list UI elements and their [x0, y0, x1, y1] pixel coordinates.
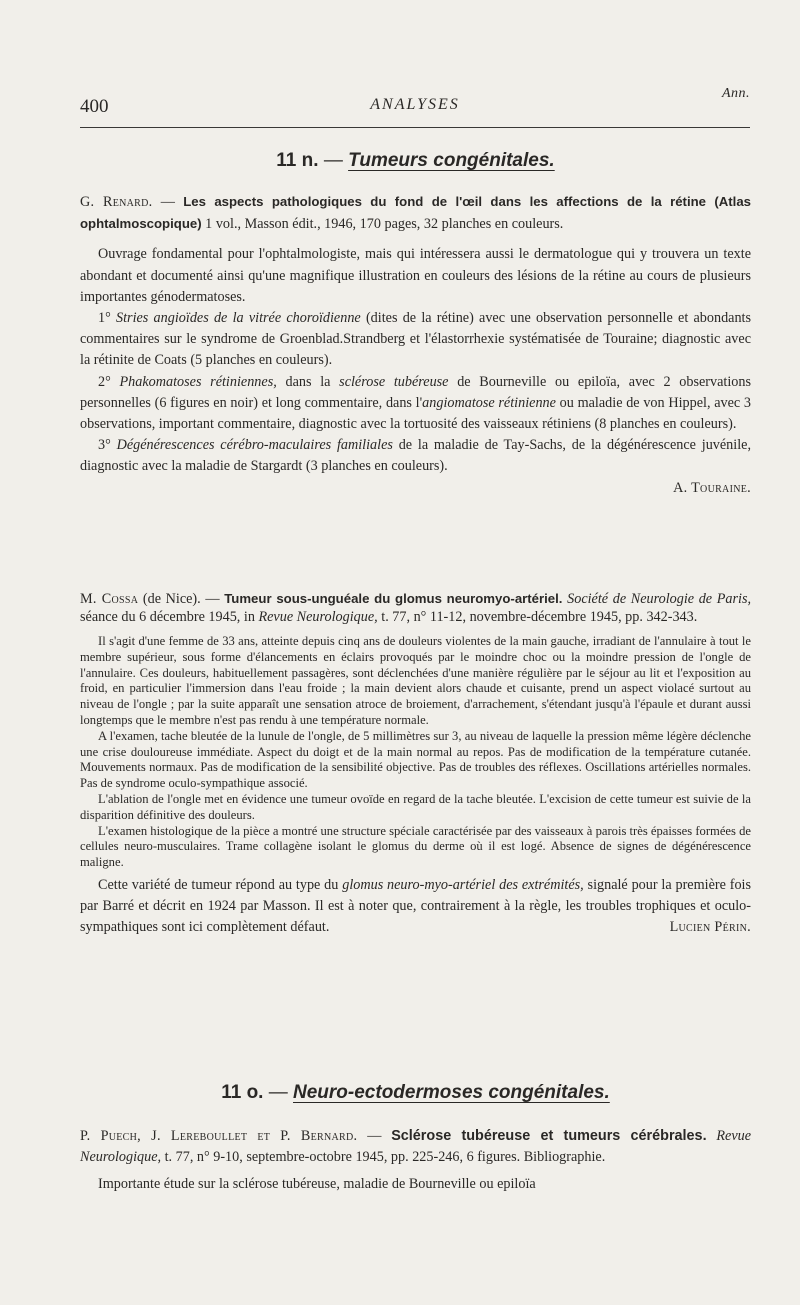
- page-number: 400: [80, 96, 109, 117]
- paragraph: A l'examen, tache bleutée de la lunule de l'ongle, de 5 millimètres sur 3, au niveau de laquelle la pression même légère déclenche une crise douloureuse immédiate. Aspect du doigt et de la main normal au repos. Pas de modification de la température cutanée. Mouvements normaux. Pas de modification de la sensibilité objective. Pas de troubles des réflexes. Oscillations artérielles normales. Pas de syndrome oculo-sympathique associé.: [80, 728, 751, 791]
- entry-citation: G. Renard. — Les aspects pathologiques du fond de l'œil dans les affections de la rétine (Atlas ophtalmoscopique) 1 vol., Masson édit., 1946, 170 pages, 32 planches en couleurs.: [80, 194, 752, 233]
- section-heading-11o: 11 o. — Neuro-ectodermoses congénitales.: [221, 1082, 610, 1103]
- header-rule: [80, 127, 750, 128]
- paragraph: Ouvrage fondamental pour l'ophtalmologiste, mais qui intéressera aussi le dermatologue qui y trouvera un texte abondant et documenté ainsi qu'une magnifique illustration en couleurs des lésions de la rétine au cours de plusieurs importantes génodermatoses.: [80, 246, 751, 305]
- entry-title: Tumeur sous-unguéale du glomus neuromyo-artériel.: [224, 591, 563, 606]
- section-title: Tumeurs congénitales.: [348, 150, 555, 171]
- paragraph: 3° Dégénérescences cérébro-maculaires familiales de la maladie de Tay-Sachs, de la dégénérescence juvénile, diagnostic avec la maladie de Stargardt (3 planches en couleurs).: [80, 437, 752, 475]
- corner-note: Ann.: [721, 86, 750, 101]
- summary: [80, 634, 751, 871]
- running-title: ANALYSES: [370, 96, 460, 113]
- paragraph: L'examen histologique de la pièce a montré une structure spéciale caractérisée par des vaisseaux à parois très épaisses formées de cellules neuro-musculaires. Trame collagène isolant le glomus du derme où il est logé. Absence de signes de dégénérescence maligne.: [80, 823, 751, 870]
- entry-cossa: [80, 590, 751, 939]
- signature: Lucien Périn.: [669, 919, 751, 936]
- entry-author: M. Cossa: [80, 591, 139, 607]
- entry-biblio: t. 77, n° 9-10, septembre-octobre 1945, pp. 225-246, 6 figures. Bibliographie.: [164, 1149, 606, 1166]
- section-title: Neuro-ectodermoses congénitales.: [293, 1082, 610, 1103]
- section-heading-11n: 11 n. — Tumeurs congénitales.: [276, 150, 555, 171]
- section-number: 11 n.: [276, 150, 319, 171]
- entry-renard: [80, 191, 751, 499]
- page-header: [80, 96, 750, 120]
- paragraph: Cette variété de tumeur répond au type du glomus neuro-myo-artériel des extrémités, signalé pour la première fois par Barré et décrit en 1924 par Masson. Il est à noter que, contrairement à la règle, les troubles trophiques et oculo-sympathiques sont ici complètement défaut. Lucien Périn.: [80, 875, 751, 939]
- paragraph: 1° Stries angioïdes de la vitrée choroïdienne (dites de la rétine) avec une observation personnelle et abondants commentaires sur le syndrome de Groenblad.Strandberg et l'élastorrhexie systématisée de Touraine; diagnostic avec la rétinite de Coats (5 planches en couleurs).: [80, 310, 752, 369]
- entry-citation: M. Cossa (de Nice). — Tumeur sous-unguéale du glomus neuromyo-artériel. Société de Neurologie de Paris, séance du 6 décembre 1945, in Revue Neurologique, t. 77, n° 11-12, novembre-décembre 1945, pp. 342-343.: [80, 591, 752, 625]
- paragraph: L'ablation de l'ongle met en évidence une tumeur ovoïde en regard de la tache bleutée. L'excision de cette tumeur est suivie de la disparition définitive des douleurs.: [80, 791, 751, 822]
- entry-citation: P. Puech, J. Lereboullet et P. Bernard. — Sclérose tubéreuse et tumeurs cérébrales. Revue Neurologique, t. 77, n° 9-10, septembre-octobre 1945, pp. 225-246, 6 figures. Bibliographie.: [80, 1128, 752, 1166]
- paragraph: 2° Phakomatoses rétiniennes, dans la sclérose tubéreuse de Bourneville ou epiloïa, avec 2 observations personnelles (6 figures en noir) et long commentaire, dans l'angiomatose rétinienne ou maladie de von Hippel, avec 3 observations, important commentaire, diagnostic avec la tortuosité des vaisseaux rétiniens (8 planches en couleurs).: [80, 373, 752, 433]
- entry-title: Les aspects pathologiques du fond de l'œil dans les affections de la rétine (Atlas ophtalmoscopique): [80, 194, 752, 232]
- paragraph: Importante étude sur la sclérose tubéreuse, maladie de Bourneville ou epiloïa: [98, 1176, 536, 1193]
- entry-puech: [80, 1126, 751, 1196]
- entry-author: G. Renard.: [80, 194, 153, 210]
- entry-author: P. Puech, J. Lereboullet et P. Bernard.: [80, 1128, 358, 1144]
- section-number: 11 o.: [221, 1082, 264, 1103]
- entry-title: Sclérose tubéreuse et tumeurs cérébrales.: [391, 1128, 707, 1144]
- paragraph: Il s'agit d'une femme de 33 ans, atteinte depuis cinq ans de douleurs violentes de la main gauche, irradiant de l'annulaire à tout le membre supérieur, sous forme d'élancements en éclairs provoqués par le moindre choc ou la moindre pression de l'ongle de l'annulaire. Ces douleurs, habituellement passagères, sont déclenchées d'une manière régulière par le séjour au lit et l'exposition au froid, en particulier l'immersion dans l'eau froide ; la main devient alors chaude et cuisante, prend un aspect violacé surtout au niveau de l'ongle ; par la suite apparaît une sensation atroce de broiement, d'arrachement, s'étendant jusqu'à l'épaule et durant aussi longtemps que le membre n'est pas rendu à une température normale.: [80, 634, 751, 727]
- entry-biblio: 1 vol., Masson édit., 1946, 170 pages, 32 planches en couleurs.: [205, 216, 564, 233]
- signature: A. Touraine.: [673, 479, 751, 496]
